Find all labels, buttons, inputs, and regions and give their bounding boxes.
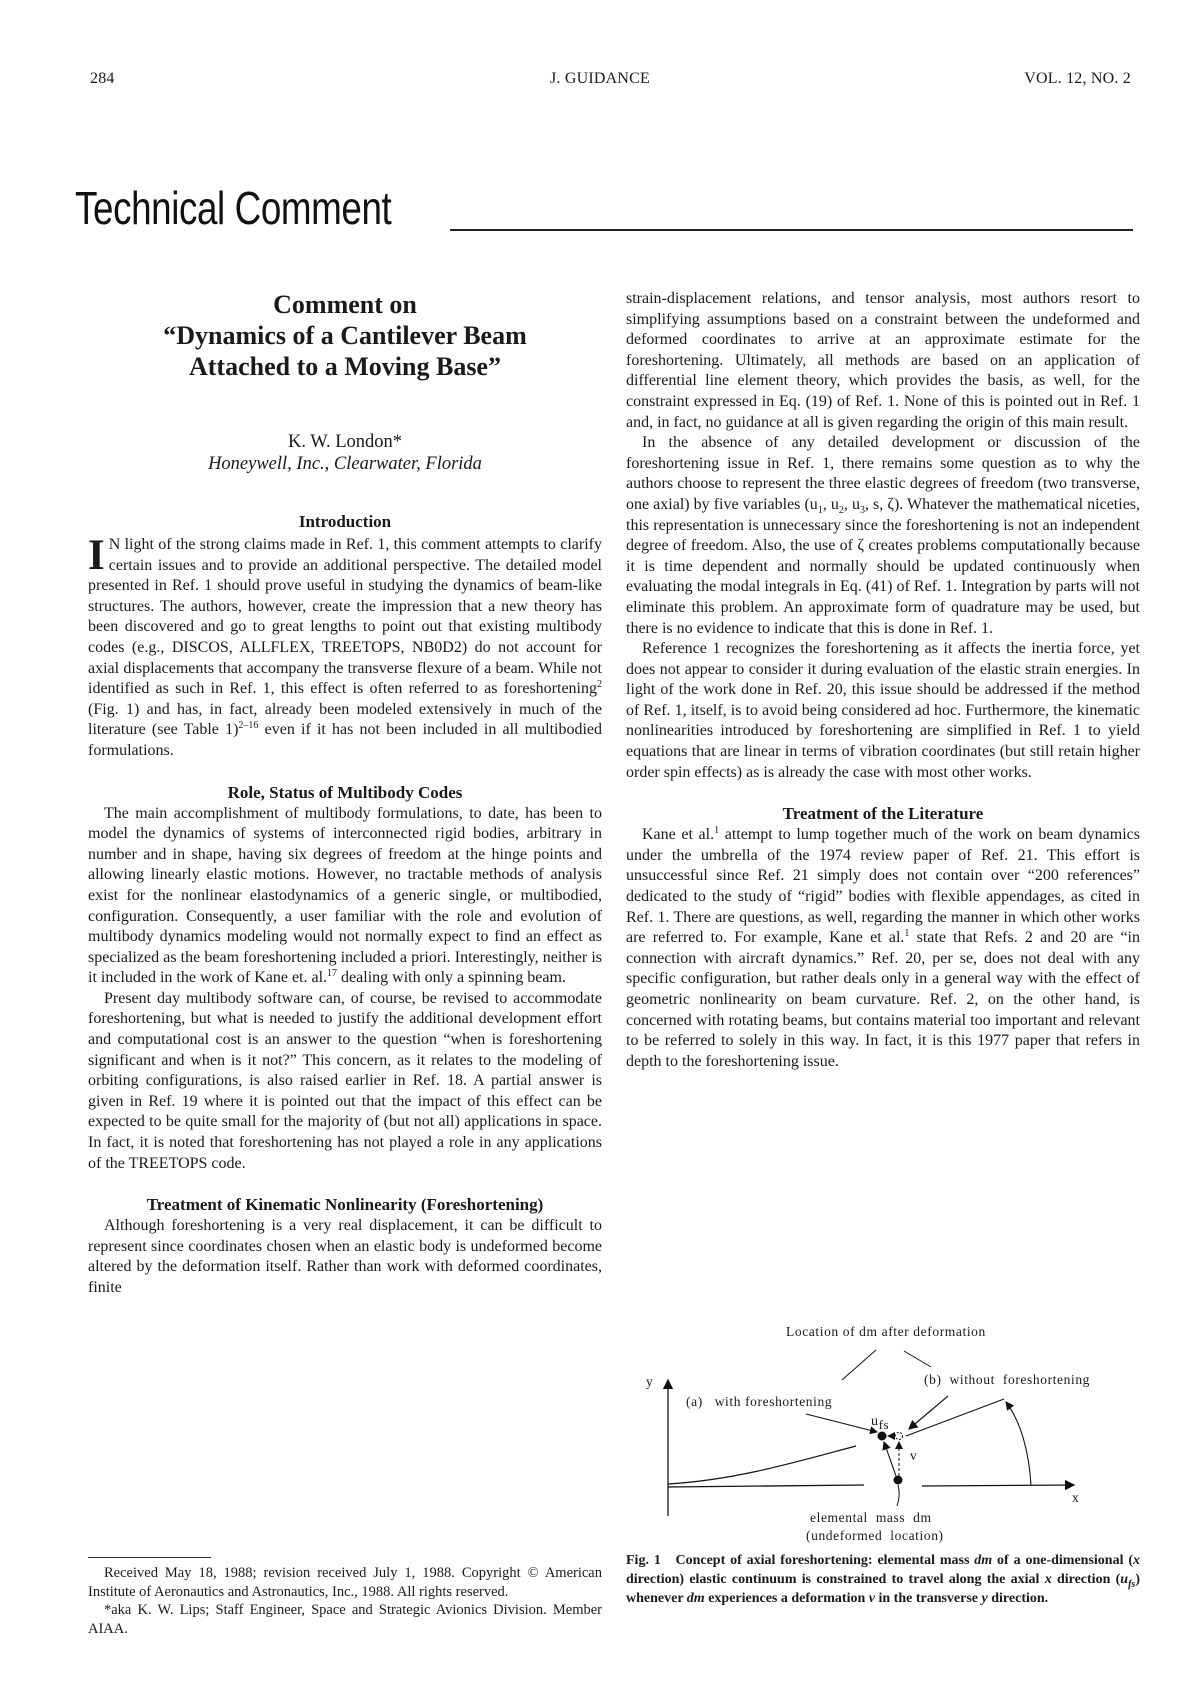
article-title [88, 289, 602, 382]
section-title: Technical Comment [75, 182, 392, 234]
label-x-axis: x [1072, 1490, 1080, 1505]
paragraph: I N light of the strong claims made in Ref. 1, this comment attempts to clarify certain issues and to provide an additional perspective. The detailed model presented in Ref. 1 should prove useful in studying the dynamics of beam-like structures. The authors, however, create the impression that a new theory has been discovered and go to great lengths to point out that existing multibody codes (e.g., DISCOS, ALLFLEX, TREETOPS, NB0D2) do not account for axial displacements that accompany the transverse flexure of a beam. While not identified as such in Ref. 1, this effect is often referred to as foreshortening$^2$ (Fig. 1) and has, in fact, already been modeled extensively in much of the literature (see Table 1)$^{2-16}$ even if it has not been included in all multibodied formulations. [88, 532, 603, 759]
undeformed-mass-dot [894, 1476, 903, 1485]
label-v: v [910, 1448, 918, 1463]
footnote-rule [88, 1557, 211, 1558]
journal-name: J. GUIDANCE [550, 70, 650, 87]
title-line: Attached to a Moving Base” [189, 352, 501, 381]
paragraph: The main accomplishment of multibody formulations, to date, has been to model the dynamics of systems of interconnected rigid bodies, arbitrary in number and in shape, having six degrees of freedom at the hinge points and allowing linearly elastic motions. However, no tractable methods of analysis exist for the nonlinear elastodynamics of a generic single, or multibodied, configuration. Consequently, a user familiar with the role and evolution of multibody dynamics modeling would not normally expect to find an effect as specialized as the beam foreshortening included a priori. Interestingly, neither is it included in the work of Kane et. al.$^{17}$ dealing with only a spinning beam. [88, 804, 602, 987]
deformed-beam-curve [668, 1446, 856, 1484]
page-number: 284 [90, 70, 115, 87]
right-column [626, 289, 1140, 1072]
author-name: K. W. London* [287, 432, 403, 452]
title-line: “Dynamics of a Cantilever Beam [163, 321, 527, 350]
paragraph: Although foreshortening is a very real displacement, it can be difficult to represent since coordinates chosen when an elastic body is undeformed become altered by the deformation itself. Rather than work with deformed coordinates, finite [88, 1217, 602, 1296]
volume-issue: VOL. 12, NO. 2 [1024, 70, 1131, 87]
label-y-axis: y [646, 1374, 654, 1389]
deformed-mass-dot [878, 1432, 887, 1441]
figure-caption: Fig. 1 Concept of axial foreshortening: elemental mass dm of a one-dimensional (x direction) elastic continuum is constrained to travel along the axial x direction $(u_{fs})$ whenever dm experiences a deformation v in the transverse y direction. [626, 1553, 1141, 1606]
author-affiliation: Honeywell, Inc., Clearwater, Florida [208, 454, 482, 474]
left-column [88, 289, 602, 1299]
footnotes [88, 1557, 602, 1638]
paragraph: Present day multibody software can, of course, be revised to accommodate foreshortening, but what is needed to justify the additional development effort and computational cost is an answer to the question “when is foreshortening significant and when is it not?” This concern, as it relates to the modeling of orbiting configurations, is also raised earlier in Ref. 18. A partial answer is given in Ref. 19 where it is pointed out that the impact of this effect can be expected to be quite small for the majority of (but not all) applications in space. In fact, it is noted that foreshortening has not played a role in any applications of the TREETOPS code. [88, 989, 602, 1172]
label-without-foreshortening: (b) without foreshortening [924, 1372, 1091, 1387]
figure-foreshortening [626, 1322, 1140, 1550]
heading-literature: Treatment of the Literature [782, 804, 984, 824]
paragraph: In the absence of any detailed development or discussion of the foreshortening issue in Ref. 1, there remains some question as to why the authors choose to represent the three elastic degrees of freedom (two transverse, one axial) by five variables ($u_1$, $u_2$, $u_3$, s, ζ). Whatever the mathematical niceties, this representation is unnecessary since the foreshortening is not an independent degree of freedom. Also, the use of ζ creates problems computationally because it is time dependent and normally should be updated continuously when evaluating the modal integrals in Eq. (41) of Ref. 1. Integration by parts will not eliminate this problem. An approximate form of quadrature may be used, but there is no evidence to indicate that this is done in Ref. 1. [626, 434, 1141, 637]
label-with-foreshortening: (a) with foreshortening [686, 1394, 833, 1409]
heading-kinematic-nonlinearity: Treatment of Kinematic Nonlinearity (Foreshortening) [146, 1195, 544, 1215]
footnote-received: Received May 18, 1988; revision received July 1, 1988. Copyright © American Institute of Aeronautics and Astronautics, Inc., 1988. All rights reserved. [88, 1565, 602, 1600]
paragraph: Kane et al.$^1$ attempt to lump together much of the work on beam dynamics under the umbrella of the 1974 review paper of Ref. 21. This effort is unsuccessful since Ref. 21 simply does not contain over “200 references” dedicated to the study of “rigid” bodies with flexible appendages, as cited in Ref. 1. There are questions, as well, regarding the manner in which other works are referred to. For example, Kane et al.$^1$ state that Refs. 2 and 20 are “in connection with aircraft dynamics.” Ref. 20, per se, does not deal with any specific configuration, but rather deals only in a general way with the effect of geometric nonlinearity on beam curvature. Ref. 2, on the other hand, is concerned with rotating beams, but contains material too important and relevant to be referred to solely in this way. In fact, it is this 1977 paper that refers in depth to the foreshortening issue. [626, 825, 1140, 1070]
label-undeformed-location: (undeformed location) [806, 1528, 944, 1543]
drop-cap: I [88, 532, 105, 579]
label-ufs: $u_{fs}$ [871, 1414, 890, 1432]
footnote-author: *aka K. W. Lips; Staff Engineer, Space and Strategic Avionics Division. Member AIAA. [88, 1602, 602, 1637]
unforeshortened-mass-dot [896, 1433, 903, 1440]
section-banner [75, 180, 1133, 236]
x-axis [922, 1485, 1074, 1486]
label-location-after-deformation: Location of dm after deformation [786, 1324, 986, 1339]
paragraph: Reference 1 recognizes the foreshortening as it affects the inertia force, yet does not appear to consider it during evaluation of the elastic strain energies. In light of the work done in Ref. 20, this issue should be addressed if the method of Ref. 1, itself, is to avoid being considered ad hoc. Furthermore, the kinematic nonlinearities introduced by foreshortening are simplified in Ref. 1 to yield equations that are linear in terms of vibration coordinates (but still retain higher order spin effects) as is already the case with most other works. [626, 640, 1140, 781]
heading-role-status: Role, Status of Multibody Codes [227, 782, 463, 802]
label-elemental-mass: elemental mass dm [810, 1510, 932, 1525]
paragraph: strain-displacement relations, and tensor analysis, most authors resort to simplifying assumptions based on a constraint between the undeformed and deformed coordinates to arrive at an approximate estimate for the foreshortening. Ultimately, all methods are based on an application of differential line element theory, which provides the basis, as well, for the constraint expressed in Eq. (19) of Ref. 1. None of this is pointed out in Ref. 1 and, in fact, no guidance at all is given regarding the origin of this main result. [626, 290, 1140, 431]
title-line: Comment on [273, 290, 417, 319]
heading-introduction: Introduction [298, 512, 392, 531]
banner-rule [450, 229, 1133, 231]
